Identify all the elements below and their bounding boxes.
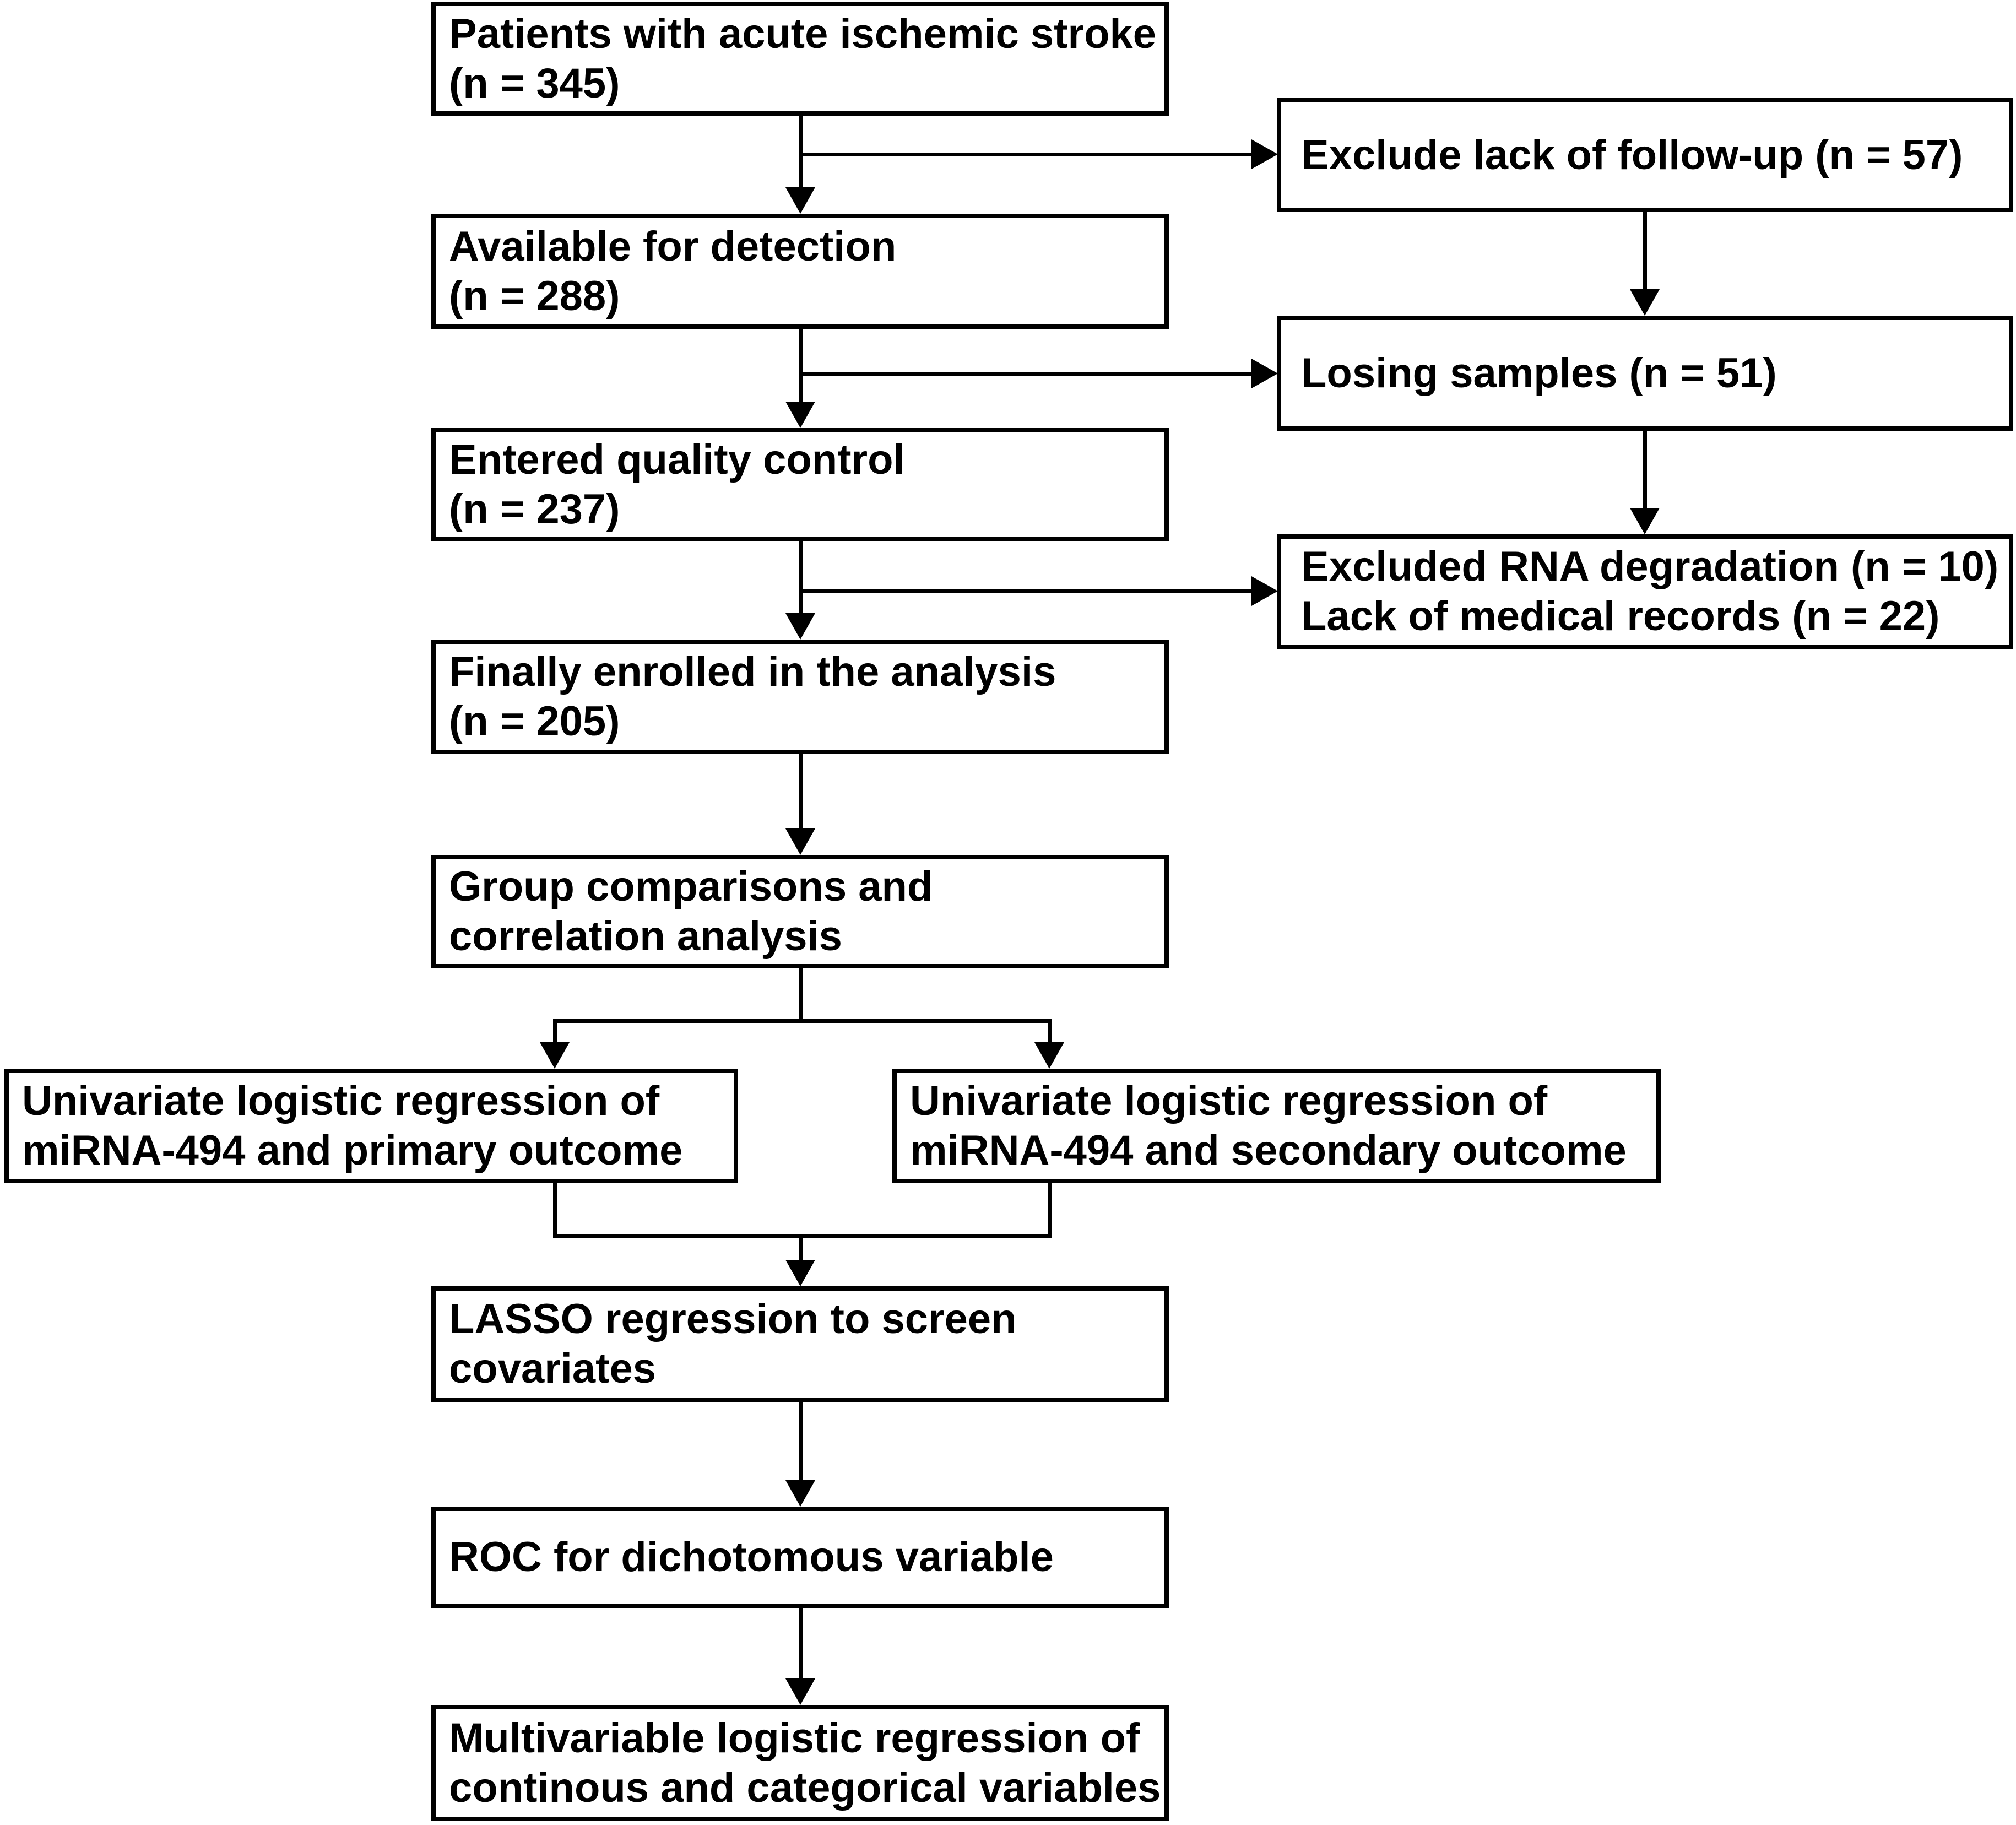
box-available-line2: (n = 288) [449,272,620,319]
connector-branch-excluded-rna [799,589,1253,593]
arrowhead-univariate-secondary-icon [1034,1042,1064,1069]
connector-roc-multivariable [799,1608,803,1681]
connector-merge-lasso [799,1234,803,1263]
arrowhead-group-icon [785,828,815,855]
box-quality-control [431,428,1169,541]
connector-followup-losing [1643,212,1647,291]
box-available-line1: Available for detection [449,223,897,270]
connector-enrolled-group [799,754,803,831]
box-available [431,214,1169,329]
box-enrolled-line2: (n = 205) [449,698,620,745]
box-univariate-secondary-line2: miRNA-494 and secondary outcome [910,1127,1627,1174]
connector-merge-right [1048,1183,1052,1238]
box-enrolled-line1: Finally enrolled in the analysis [449,648,1056,695]
box-multivariable-line2: continous and categorical variables [449,1764,1161,1811]
arrowhead-losing-top-icon [1630,289,1660,316]
box-patients-line1: Patients with acute ischemic stroke [449,10,1157,57]
box-exclude-followup-line1: Exclude lack of follow-up (n = 57) [1301,131,1963,178]
box-exclude-followup [1277,98,2013,212]
box-enrolled [431,640,1169,754]
box-excluded-rna-line1: Excluded RNA degradation (n = 10) [1301,543,1999,590]
box-univariate-secondary-line1: Univariate logistic regression of [910,1077,1548,1124]
connector-group-split-stub [799,968,803,1023]
connector-quality-enrolled [799,541,803,615]
box-univariate-primary-line2: miRNA-494 and primary outcome [22,1127,683,1174]
arrowhead-rna-top-icon [1630,508,1660,534]
connector-branch-losing-samples [799,372,1253,376]
arrowhead-excluded-rna-icon [1251,576,1278,606]
box-excluded-rna-line2: Lack of medical records (n = 22) [1301,593,1940,640]
box-group-comparisons-line2: correlation analysis [449,913,842,960]
connector-split-right [1048,1019,1052,1044]
arrowhead-lasso-icon [785,1260,815,1286]
box-lasso-line1: LASSO regression to screen [449,1296,1017,1342]
box-multivariable [431,1705,1169,1821]
box-roc [431,1507,1169,1608]
box-univariate-secondary [892,1069,1661,1183]
connector-losing-rna [1643,431,1647,510]
connector-branch-exclude-followup [799,153,1253,156]
box-losing-samples-line1: Losing samples (n = 51) [1301,349,1777,397]
box-univariate-primary [4,1069,738,1183]
arrowhead-enrolled-icon [785,613,815,640]
arrowhead-exclude-followup-icon [1251,139,1278,169]
box-patients-line2: (n = 345) [449,59,620,107]
arrowhead-univariate-primary-icon [540,1042,570,1069]
box-quality-control-line2: (n = 237) [449,486,620,533]
connector-merge-left [553,1183,557,1238]
box-group-comparisons [431,855,1169,968]
arrowhead-multivariable-icon [785,1678,815,1705]
connector-lasso-roc [799,1402,803,1482]
box-group-comparisons-line1: Group comparisons and [449,863,933,910]
box-roc-line1: ROC for dichotomous variable [449,1534,1054,1580]
arrowhead-roc-icon [785,1480,815,1507]
connector-available-quality [799,329,803,404]
connector-split-line [553,1019,1052,1023]
arrowhead-losing-samples-icon [1251,359,1278,388]
arrowhead-available-icon [785,187,815,214]
box-excluded-rna [1277,534,2013,649]
connector-split-left [553,1019,557,1044]
box-patients [431,2,1169,116]
arrowhead-quality-icon [785,402,815,428]
box-multivariable-line1: Multivariable logistic regression of [449,1714,1140,1762]
box-lasso [431,1286,1169,1402]
box-lasso-line2: covariates [449,1345,657,1392]
box-quality-control-line1: Entered quality control [449,436,905,483]
box-univariate-primary-line1: Univariate logistic regression of [22,1077,660,1124]
box-losing-samples [1277,316,2013,431]
